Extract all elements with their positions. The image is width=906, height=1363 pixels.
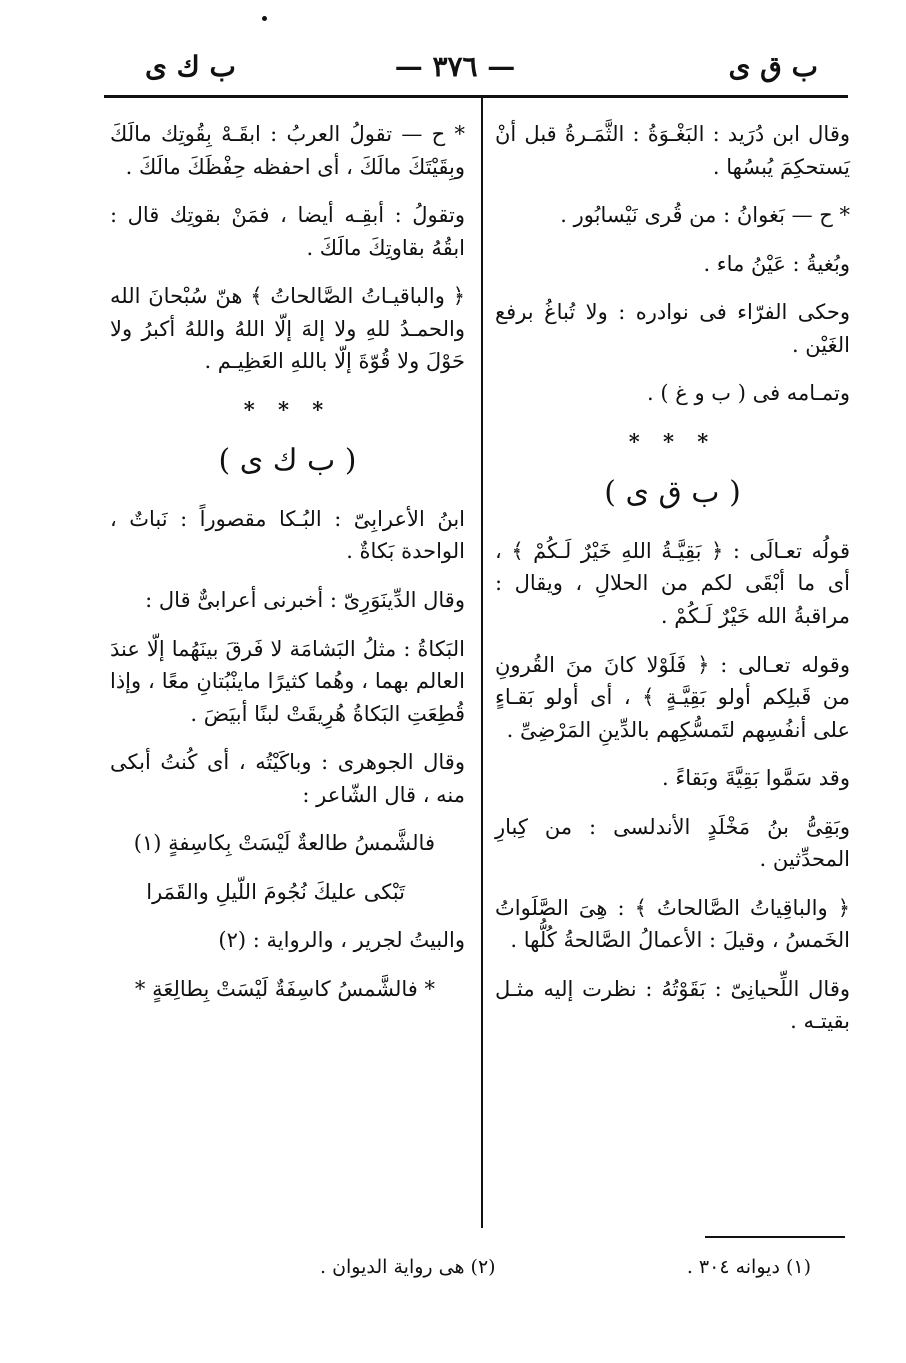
header-rule — [104, 95, 848, 98]
footnote: (٢) هى رواية الديوان . — [320, 1256, 496, 1278]
paragraph: وتمـامه فى ( ب و غ ) . — [647, 381, 850, 406]
paragraph: ابنُ الأعرابِىّ : البُـكا مقصوراً : نَباتٌ ، الواحدة بَكاةٌ . — [110, 506, 465, 564]
column-divider — [481, 98, 483, 1228]
footnote: (١) ديوانه ٣٠٤ . — [686, 1256, 811, 1278]
section-stars: * * * — [628, 428, 717, 454]
paragraph: وقوله تعـالى : ﴿ فَلَوْلا كانَ منَ القُرونِ من قَبلِكم أولو بَقِيَّـةٍ ﴾ ، أى أولو بَقـاءٍ على أنفُسِهم لتَمسُّكِهم بالدِّينِ المَرْضِىِّ . — [495, 652, 850, 742]
section-title: ( ب ق ى ) — [604, 475, 741, 511]
left-column — [110, 118, 465, 1021]
paragraph: وتقولُ : أبقِـه أيضا ، فمَنْ بقوتِك قال : ابقُهُ بقاوتِكَ مالَكَ . — [110, 203, 465, 260]
paragraph: وحكى الفرّاء فى نوادره : ولا تُباغُ برفع الغَيْن . — [495, 300, 850, 357]
paragraph: ﴿ والباقِياتُ الصَّالحاتُ ﴾ : هِىَ الصَّلَواتُ الخَمسُ ، وقيلَ : الأعمالُ الصَّالحةُ كُلُّها . — [495, 895, 850, 953]
paragraph: قولُه تعـالَى : ﴿ بَقِيَّـةُ اللهِ خَيْرٌ لَـكُمْ ﴾ ، أى ما أبْقَى لكم من الحلالِ ، ويقال : مراقبةُ الله خَيْرٌ لَـكُمْ . — [495, 538, 850, 628]
paragraph-text: والبيتُ لجرير ، والرواية : — [252, 928, 465, 953]
footnote-rule — [705, 1236, 845, 1238]
page-number: — ٣٧٦ — — [394, 50, 516, 83]
paragraph: وقال الجوهرى : وباكَيْتُه ، أى كُنتُ أبكى منه ، قال الشّاعر : — [110, 750, 465, 807]
paragraph: البَكاةُ : مثلُ البَشامَة لا فَرقَ بينَهُما إلّا عندَ العالم بهما ، وهُما كثيرًا ماينْبُتانِ معًا ، وإذا قُطِعَتِ البَكاةُ هُرِيقَتْ لبنًا أبيَضَ . — [110, 636, 465, 726]
paragraph: * ح — تقولُ العربُ : ابقَـهْ بِقُوتِك مالَكَ وبِقَيْتَكَ مالَكَ ، أى احفظه حِفْظَكَ مالَكَ . — [110, 122, 465, 179]
header-root-right: ب ق ى — [728, 50, 818, 83]
footnote-marker: (٢) — [218, 928, 247, 953]
verse-line: تَبْكى عليكَ نُجُومَ اللّيلِ والقَمَرا — [146, 879, 405, 904]
verse-line: * فالشَّمسُ كاسِفَةٌ لَيْسَتْ بِطالِعَةٍ * — [134, 976, 435, 1001]
right-column — [495, 118, 850, 1054]
ink-dot — [262, 16, 267, 21]
footnote-marker: (١) — [133, 831, 162, 856]
section-stars: * * * — [243, 396, 332, 422]
paragraph: * ح — بَغوانُ : من قُرى نَيْسابُور . — [560, 203, 850, 228]
verse-line — [110, 827, 465, 860]
verse-text: فالشَّمسُ طالعةٌ لَيْسَتْ بِكاسِفةٍ — [168, 831, 435, 856]
section-title: ( ب ك ى ) — [218, 443, 357, 479]
paragraph — [110, 924, 465, 957]
paragraph: وقال ابن دُرَيد : البَغْـوَةُ : الثَّمَـرةُ قبل أنْ يَستحكِمَ يُبسُها . — [495, 122, 850, 179]
header-root-left: ب ك ى — [145, 50, 236, 83]
paragraph: وقد سَمَّوا بَقِيَّةَ وبَقاءً . — [662, 766, 850, 791]
paragraph: وبُغيةُ : عَيْنُ ماء . — [703, 251, 850, 276]
paragraph: وبَقِىُّ بنُ مَخْلَدٍ الأندلسى : من كِبارِ المحدِّثين . — [495, 814, 850, 872]
paragraph: ﴿ والباقيـاتُ الصَّالحاتُ ﴾ هنّ سُبْحانَ الله والحمـدُ للهِ ولا إلهَ إلّا اللهُ واللهُ أكبرُ ولا حَوْلَ ولا قُوّةَ إلّا باللهِ العَظِيـم . — [110, 284, 465, 374]
paragraph: وقال الدِّينَوَرِىّ : أخبرنى أعرابىٌّ قال : — [145, 587, 465, 612]
paragraph: وقال اللِّحيانِىّ : بَقَوْتُهُ : نظرت إليه مثـل بقيتـه . — [495, 976, 850, 1034]
